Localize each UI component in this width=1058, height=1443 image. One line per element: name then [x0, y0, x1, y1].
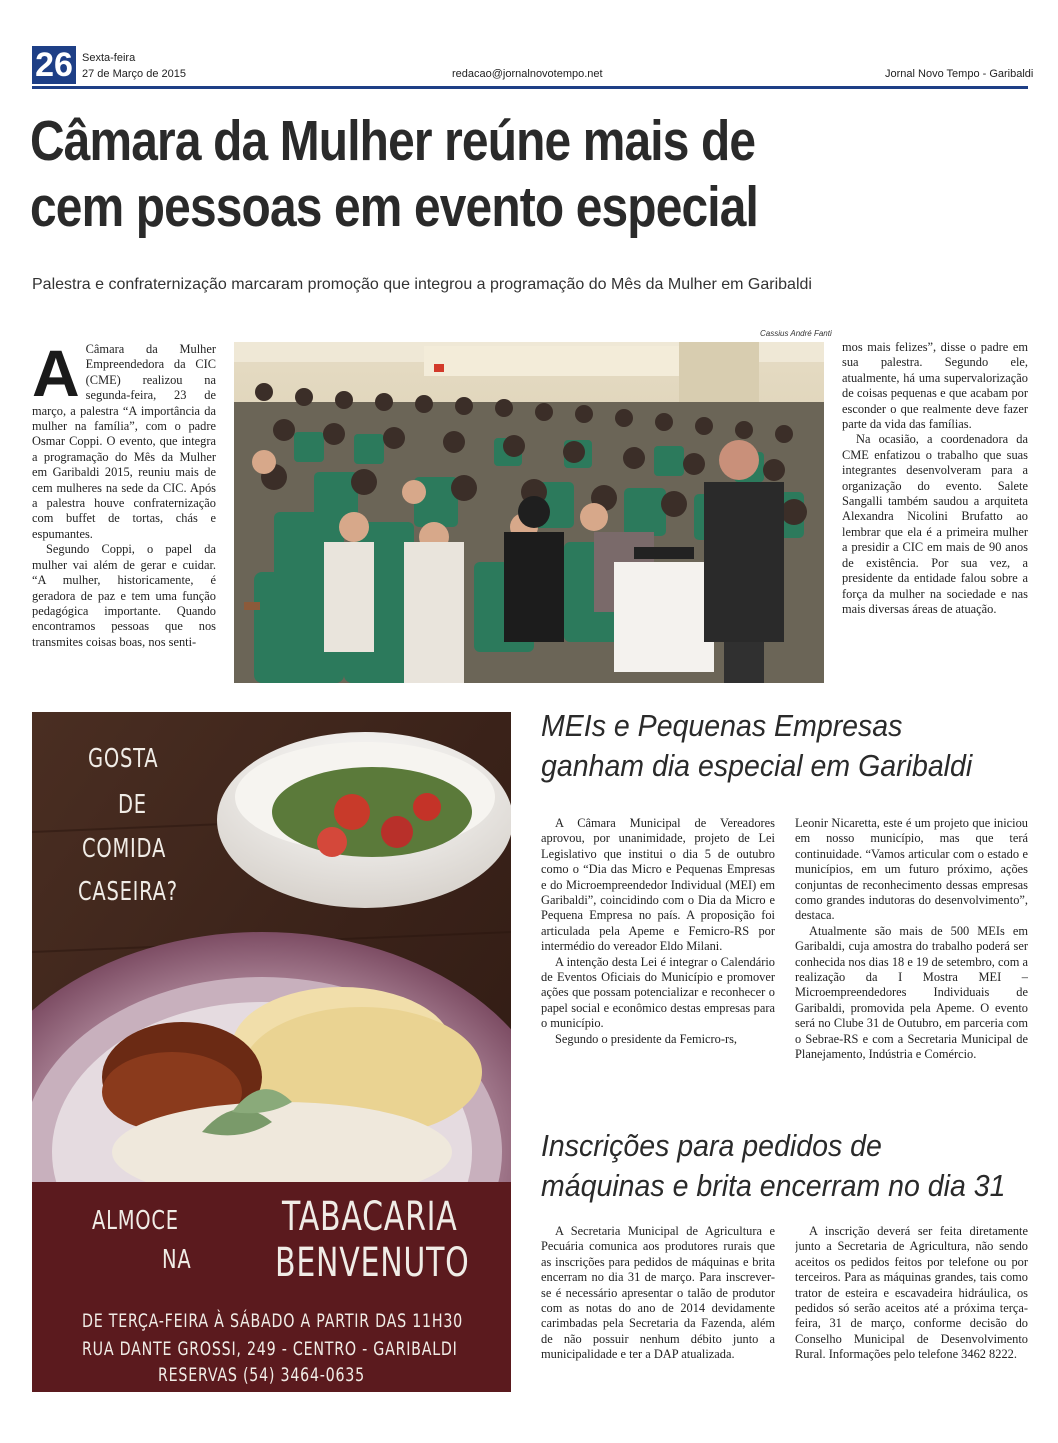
- photo-credit: Cassius André Fanti: [760, 329, 832, 338]
- restaurant-ad[interactable]: [32, 712, 511, 1392]
- ad-hours: DE TERÇA-FEIRA À SÁBADO A PARTIR DAS 11H30: [82, 1310, 463, 1332]
- ad-question-1: GOSTA: [88, 744, 159, 774]
- article-title-line2: cem pessoas em evento especial: [30, 175, 759, 239]
- header-publication: Jornal Novo Tempo - Garibaldi: [885, 68, 1034, 80]
- article-column-1: [32, 342, 216, 686]
- inscricoes-column-2: [795, 1224, 1028, 1398]
- inscricoes-title-line2: máquinas e brita encerram no dia 31: [541, 1168, 1006, 1203]
- paragraph: Na ocasião, a coordenadora da CME enfatizou o trabalho que suas integrantes desenvolveram para a organização do evento. Salete Sangalli também saudou a arquiteta Alexandra Nicolini Brufatto ao lembrar que ela é a primeira mulher a presidir a CIC em mais de 90 anos de existência. Por sua vez, a presidente da entidade falou sobre a força da mulher na sociedade e nas mais diversas áreas de atuação.: [842, 432, 1028, 616]
- paragraph: A Secretaria Municipal de Agricultura e Pecuária comunica aos produtores rurais que as inscrições para pedidos de máquinas e brita encerram no dia 31 de março. Para inscrever-se é necessário apresentar o talão de produtor com as notas do ano de 2014 devidamente carimbadas pela Secretaria da Fazenda, além de não possuir nenhum débito junto a municipalidade e ter a DAP atualizada.: [541, 1224, 775, 1362]
- paragraph: Segundo Coppi, o papel da mulher vai além de gerar e cuidar. “A mulher, historicamente, é geradora de paz e tem uma função pedagógica importante. Quando encontramos pessoas que nos transmites coisas boas, nos senti-: [32, 542, 216, 649]
- header-rule: [32, 86, 1028, 89]
- ad-brand-line2: BENVENUTO: [275, 1240, 470, 1286]
- ad-question-4: CASEIRA?: [78, 877, 178, 907]
- ad-phone[interactable]: RESERVAS (54) 3464-0635: [158, 1364, 365, 1386]
- paragraph: A inscrição deverá ser feita diretamente junto a Secretaria de Agricultura, não sendo aceitos os pedidos feitos por telefone ou por terceiros. Para as máquinas grandes, tais como trator de esteira e escavadeira hidráulica, os pedidos só serão aceitos até a próxima terça-feira, 31 de março, conforme decisão do Conselho Municipal de Desenvolvimento Rural. Informações pelo telefone 3462 8222.: [795, 1224, 1028, 1362]
- ad-na: NA: [162, 1245, 192, 1275]
- article-subtitle: Palestra e confraternização marcaram promoção que integrou a programação do Mês da Mulher em Garibaldi: [32, 276, 812, 293]
- meis-column-2: [795, 816, 1028, 1100]
- meis-title-line1: MEIs e Pequenas Empresas: [541, 708, 903, 743]
- header-email[interactable]: redacao@jornalnovotempo.net: [452, 68, 603, 80]
- article-column-2: [842, 340, 1028, 686]
- meis-column-1: [541, 816, 775, 1100]
- paragraph: Câmara da Mulher Empreendedora da CIC (CME) realizou na segunda-feira, 23 de março, a palestra “A importância da mulher na família”, com o padre Osmar Coppi. O evento, que integra a programação do Mês da Mulher em Garibaldi 2015, reuniu mais de cem mulheres na sede da CIC. Após a palestra houve confraternização com buffet de tortas, chás e espumantes.: [32, 342, 216, 541]
- article-title: [30, 108, 1030, 240]
- inscricoes-column-1: [541, 1224, 775, 1398]
- paragraph: Atualmente são mais de 500 MEIs em Garibaldi, cuja amostra do trabalho poderá ser conhecida nos dias 18 e 19 de setembro, com a realização da I Mostra MEI – Microempreendedores Individuais de Garibaldi, promovida pela Apeme. O evento será no Clube 31 de Outubro, em parceria com o Sebrae-RS e com a Secretaria Municipal de Planejamento, Indústria e Comércio.: [795, 923, 1028, 1062]
- article-title-line1: Câmara da Mulher reúne mais de: [30, 109, 756, 173]
- event-photo: [234, 342, 824, 683]
- ad-question-3: COMIDA: [82, 834, 167, 864]
- paragraph: mos mais felizes”, disse o padre em sua palestra. Segundo ele, atualmente, há uma supervalorização de coisas pequenas e que acabam por esconder o que realmente deve fazer parte da vida das famílias.: [842, 340, 1028, 432]
- header-weekday: Sexta-feira: [82, 52, 136, 64]
- ad-brand-line1: TABACARIA: [282, 1194, 458, 1240]
- ad-question-2: DE: [118, 790, 147, 820]
- header-date: 27 de Março de 2015: [82, 68, 186, 80]
- paragraph: A Câmara Municipal de Vereadores aprovou, por unanimidade, projeto de Lei Legislativo que institui o dia 5 de outubro como o “Dia das Micro e Pequenas Empresas e do Microempreendedor Individual (MEI) em Garibaldi”, coincidindo com o Dia da Micro e Pequena Empresa no país. A proposição foi articulada pela Apeme e Femicro-RS por intermédio do vereador Eldo Milani.: [541, 816, 775, 954]
- paragraph: Leonir Nicaretta, este é um projeto que iniciou em nosso município, mas que terá continuidade. “Vamos articular com o estado e municípios, em um futuro próximo, ações conjuntas de reconhecimento dessas empresas como grandes indutoras do desenvolvimento”, destaca.: [795, 816, 1028, 923]
- meis-title-line2: ganham dia especial em Garibaldi: [541, 748, 973, 783]
- drop-cap: A: [32, 342, 80, 410]
- paragraph: A intenção desta Lei é integrar o Calendário de Eventos Oficiais do Município e promover ações que possam potencializar e reconhecer o papel social e econômico destas empresas para o município.: [541, 954, 775, 1031]
- page-number: 26: [32, 46, 76, 84]
- inscricoes-title-line1: Inscrições para pedidos de: [541, 1128, 882, 1163]
- audience-illustration: [234, 342, 824, 683]
- food-illustration: [32, 712, 511, 1392]
- ad-address: RUA DANTE GROSSI, 249 - CENTRO - GARIBALDI: [82, 1338, 458, 1360]
- ad-almoce: ALMOCE: [92, 1206, 179, 1236]
- paragraph: Segundo o presidente da Femicro-rs,: [555, 1031, 738, 1046]
